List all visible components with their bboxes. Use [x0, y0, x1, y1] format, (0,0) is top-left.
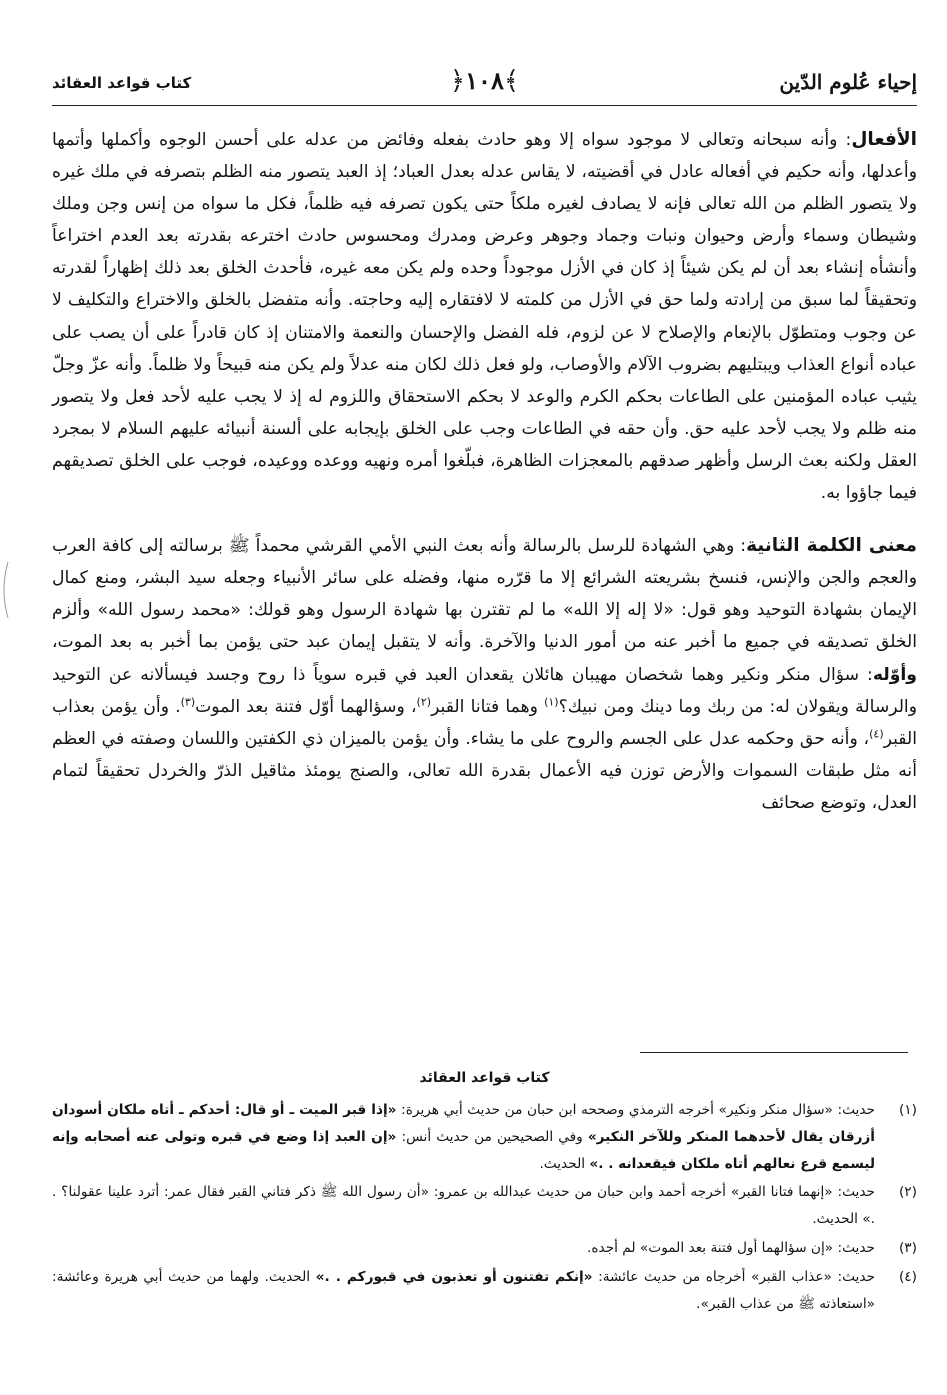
footnote-ref-1[interactable]: (١)	[544, 694, 559, 708]
footnote-text-part: الحديث. ولهما من حديث أبي هريرة وعائشة: «استعاذته ﷺ من عذاب القبر».	[52, 1268, 875, 1312]
chapter-title: كتاب قواعد العقائد	[52, 74, 192, 92]
footnote-text	[52, 1097, 875, 1177]
book-title: إحياء عُلوم الدّين	[779, 70, 917, 94]
footnote-text	[52, 1179, 875, 1233]
paragraph-text: : سؤال منكر ونكير وهما شخصان مهيبان هائلان يقعدان العبد في قبره سوياً ذا روح وجسد فيسألانه عن التوحيد والرسالة ويقولان له: من ربك وما دينك ومن نبيك؟	[52, 664, 918, 717]
footnotes-title: كتاب قواعد العقائد	[419, 1070, 550, 1086]
footnote-item	[52, 1235, 917, 1262]
margin-scratch-mark	[0, 560, 10, 620]
footnote-item	[52, 1179, 917, 1233]
page-number-value: ١٠٨	[465, 66, 504, 95]
paragraph-text: : وهي الشهادة للرسل بالرسالة وأنه بعث النبي الأمي القرشي محمداً ﷺ برسالته إلى كافة العرب والعجم والجن والإنس، فنسخ بشريعته الشرائع إلا ما قرّره منها، وفضله على سائر الأنبياء وجعله سيد البشر، ومنع كمال الإيمان بشهادة التوحيد وهو قول: «لا إله إلا الله» ما لم تقترن بها شهادة الرسول وهو قولك: «محمد رسول الله» وألزم الخلق تصديقه في جميع ما أخبر عنه من أمور الدنيا والآخرة. وأنه لا يتقبل إيمان عبد حتى يؤمن بما أخبر به بعد الموت،	[52, 536, 917, 653]
paragraph-text: : وأنه سبحانه وتعالى لا موجود سواه إلا وهو حادث بفعله وفائض من عدله على أحسن الوجوه وأكملها وأتمها وأعدلها، وأنه حكيم في أفعاله عادل في أقضيته، لا يقاس عدله بعدل العباد؛ إذ العبد يتصور منه الظلم بتصرفه في ملك غيره ولا يتصور الظلم من الله تعالى فإنه لا يصادف لغيره ملكاً حتى يكون تصرفه فيه ظلماً، فكل ما سواه من إنس وجن وملك وشيطان وسماء وأرض وحيوان ونبات وجماد وجوهر وعرض ومدرك ومحسوس حادث اخترعه بقدرته بعد العدم اختراعاً وأنشأه إنشاء بعد أن لم يكن شيئاً إذ كان في الأزل موجوداً وحده ولم يكن معه غيره، فأحدث الخلق بعد ذلك إظهاراً لقدرته وتحقيقاً لما سبق من إرادته ولما حق في الأزل من كلمته لا لافتقاره إليه وحاجته. وأنه متفضل بالخلق والاختراع والتكليف لا عن وجوب ومتطوّل بالإنعام والإصلاح لا عن لزوم، فله الفضل والإحسان والنعمة والامتنان إذ كان قادراً على أن يصب على عباده أنواع العذاب ويبتليهم بضروب الآلام والأوصاب، ولو فعل ذلك لكان منه عدلاً ولم يكن منه قبيحاً ولا ظلماً. وأنه عزّ وجلّ يثيب عباده المؤمنين على الطاعات بحكم الكرم والوعد لا بحكم الاستحقاق واللزوم له إذ لا يجب عليه لأحد فعل ولا يتصور منه ظلم ولا يجب لأحد عليه حق. وأن حقه في الطاعات وجب على الخلق بإيجابه على ألسنة أنبيائه عليهم السلام لا بمجرد العقل ولكنه بعث الرسل وأظهر صدقهم بالمعجزات الظاهرة، فبلّغوا أمره ونهيه ووعده ووعيده، فوجب على الخلق تصديقهم فيما جاؤوا به.	[52, 130, 917, 504]
footnote-text-part: حديث: «عذاب القبر» أخرجاه من حديث عائشة:	[592, 1268, 875, 1285]
ornament-close-icon: ﴾	[503, 66, 520, 96]
paragraph-second-word	[52, 530, 917, 819]
paragraph-text: ، وأنه حق وحكمه عدل على الجسم والروح على ما يشاء. وأن يؤمن بالميزان ذي الكفتين واللسان وصفته في العظم أنه مثل طبقات السموات والأرض توزن فيه الأعمال بقدرة الله تعالى، والصنج يومئذ مثاقيل الذرّ والخردل تحقيقاً لتمام العدل، وتوضع صحائف	[52, 728, 917, 813]
paragraph-heading: معنى الكلمة الثانية	[746, 535, 917, 557]
footnote-quote-bold: «إذا قبر الميت ـ أو قال: أحدكم ـ أتاه ملكان أسودان أزرقان يقال لأحدهما المنكر وللآخر النكير»	[52, 1102, 875, 1145]
footnote-number: (١)	[898, 1102, 917, 1118]
footnote-text-part: حديث: «سؤال منكر ونكير» أخرجه الترمذي وصححه ابن حبان من حديث أبي هريرة:	[396, 1102, 875, 1118]
footnote-number: (٣)	[898, 1239, 917, 1256]
footnote-item	[52, 1264, 917, 1318]
footnote-text-part: وفي الصحيحين من حديث أنس:	[396, 1128, 588, 1145]
footnote-ref-3[interactable]: (٣)	[180, 694, 196, 708]
paragraph-heading: الأفعال	[851, 129, 917, 150]
footnote-item	[52, 1097, 917, 1177]
page-header	[52, 60, 917, 106]
main-text	[52, 124, 917, 819]
paragraph-text: ، وسؤالهما أوّل فتنة بعد الموت	[195, 696, 417, 717]
inline-bold-term: وأوّله	[872, 664, 917, 685]
footnotes	[52, 1097, 917, 1317]
footnote-text-part: الحديث.	[539, 1155, 590, 1172]
header-divider	[52, 105, 917, 106]
footnote-ref-4[interactable]: (٤)	[869, 726, 884, 740]
paragraph-text: وهما فتانا القبر	[431, 696, 545, 717]
footnote-number: (٢)	[898, 1184, 917, 1201]
footnote-text-part: حديث: «إنهما فتانا القبر» أخرجه أحمد وابن حبان من حديث عبدالله بن عمرو: «أن رسول الله ﷺ ذكر فتاني القبر فقال عمر: أترد علينا عقولنا؟ . .» الحديث.	[52, 1184, 875, 1228]
footnote-quote-bold: «إنكم تفتنون أو تعذبون في قبوركم . .»	[315, 1268, 593, 1285]
page-number	[450, 66, 519, 96]
paragraph-text: . وأن يؤمن بعذاب القبر	[52, 696, 917, 749]
footnote-number: (٤)	[898, 1268, 917, 1285]
footnote-text	[52, 1264, 875, 1318]
footnote-text	[52, 1235, 875, 1262]
footnote-ref-2[interactable]: (٢)	[416, 694, 432, 708]
ornament-open-icon: ﴿	[449, 66, 466, 96]
paragraph-af3al	[52, 124, 917, 509]
footnote-divider	[640, 1052, 908, 1053]
footnote-text-part: حديث: «إن سؤالهما أول فتنة بعد الموت» لم أجده.	[586, 1239, 875, 1256]
footnote-quote-bold: «إن العبد إذا وضع في قبره وتولى عنه أصحابه وإنه ليسمع قرع نعالهم أتاه ملكان فيقعدانه . .»	[52, 1128, 875, 1172]
